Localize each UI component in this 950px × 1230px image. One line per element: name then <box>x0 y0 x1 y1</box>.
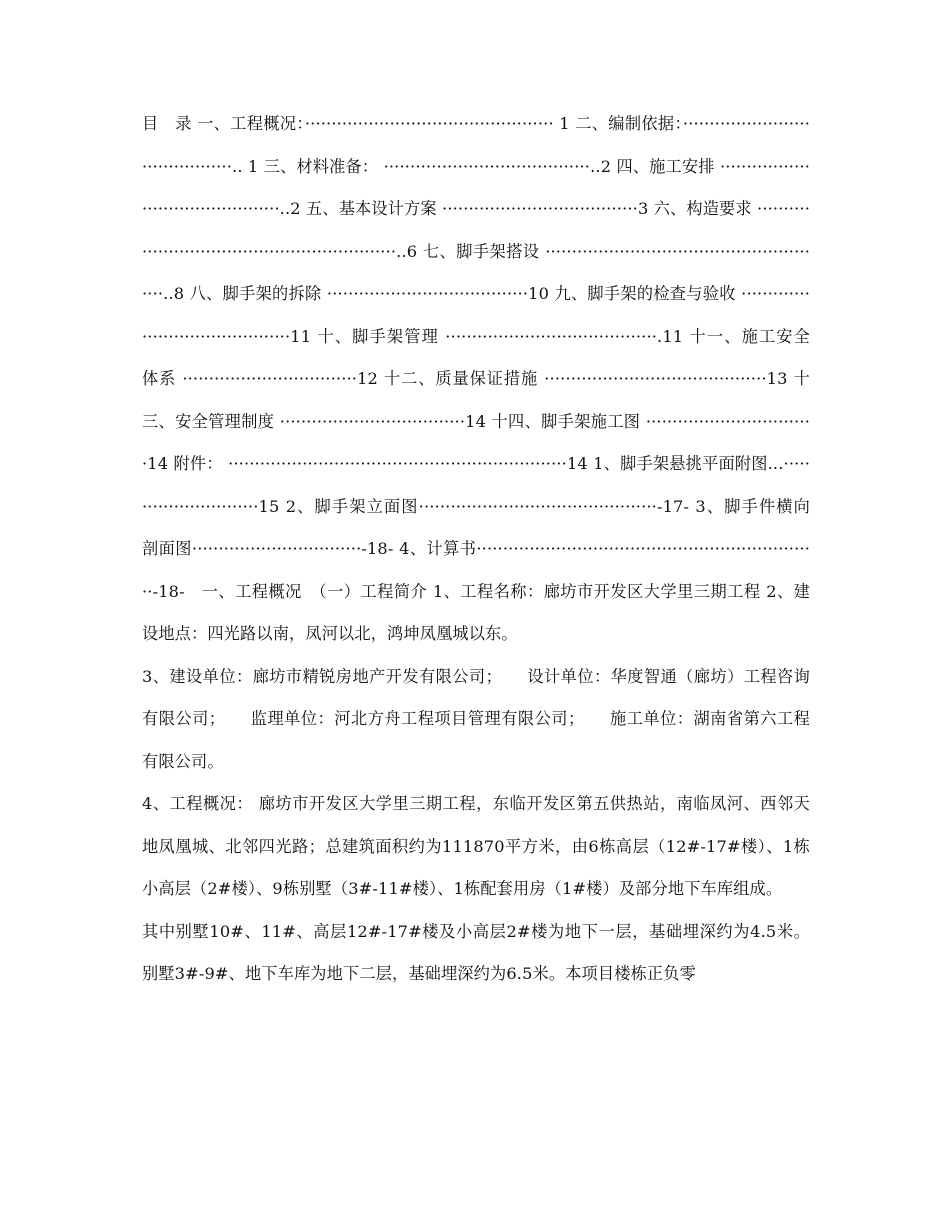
document-body <box>142 103 810 996</box>
foundation-depth-paragraph: 其中别墅10#、11#、高层12#-17#楼及小高层2#楼为地下一层，基础埋深约为4.5米。别墅3#-9#、地下车库为地下二层，基础埋深约为6.5米。本项目楼栋正负零 <box>142 921 810 983</box>
toc-and-project-intro-paragraph: 目 录 一、工程概况：··············································· 1 二、编制依据：·········································.. 1 三、材料准备： ·······································..2 四、施工安排 ···········································..2 五、基本设计方案 ·····································3 六、构造要求 ··························································..6 七、脚手架搭设 ······················································..8 八、脚手架的拆除 ······································10 九、脚手架的检查与验收 ·········································11 十、脚手架管理 ········································.11 十一、施工安全体系 ·································12 十二、质量保证措施 ··········································13 十三、安全管理制度 ···································14 十四、脚手架施工图 ································14 附件： ································································14 1、脚手架悬挑平面附图...···························15 2、脚手架立面图·············································-17- 3、脚手件横向剖面图································-18- 4、计算书·································································-18- 一、工程概况 （一）工程简介 1、工程名称：廊坊市开发区大学里三期工程 2、建设地点：四光路以南，凤河以北，鸿坤凤凰城以东。 <box>142 114 810 643</box>
project-overview-paragraph: 4、工程概况： 廊坊市开发区大学里三期工程，东临开发区第五供热站，南临凤河、西邻天地凤凰城、北邻四光路；总建筑面积约为111870平方米，由6栋高层（12#-17#楼）、1栋小高层（2#楼）、9栋别墅（3#-11#楼）、1栋配套用房（1#楼）及部分地下车库组成。 <box>142 794 810 898</box>
construction-units-paragraph: 3、建设单位：廊坊市精锐房地产开发有限公司； 设计单位：华度智通（廊坊）工程咨询有限公司； 监理单位：河北方舟工程项目管理有限公司； 施工单位：湖南省第六工程有限公司。 <box>142 666 810 771</box>
